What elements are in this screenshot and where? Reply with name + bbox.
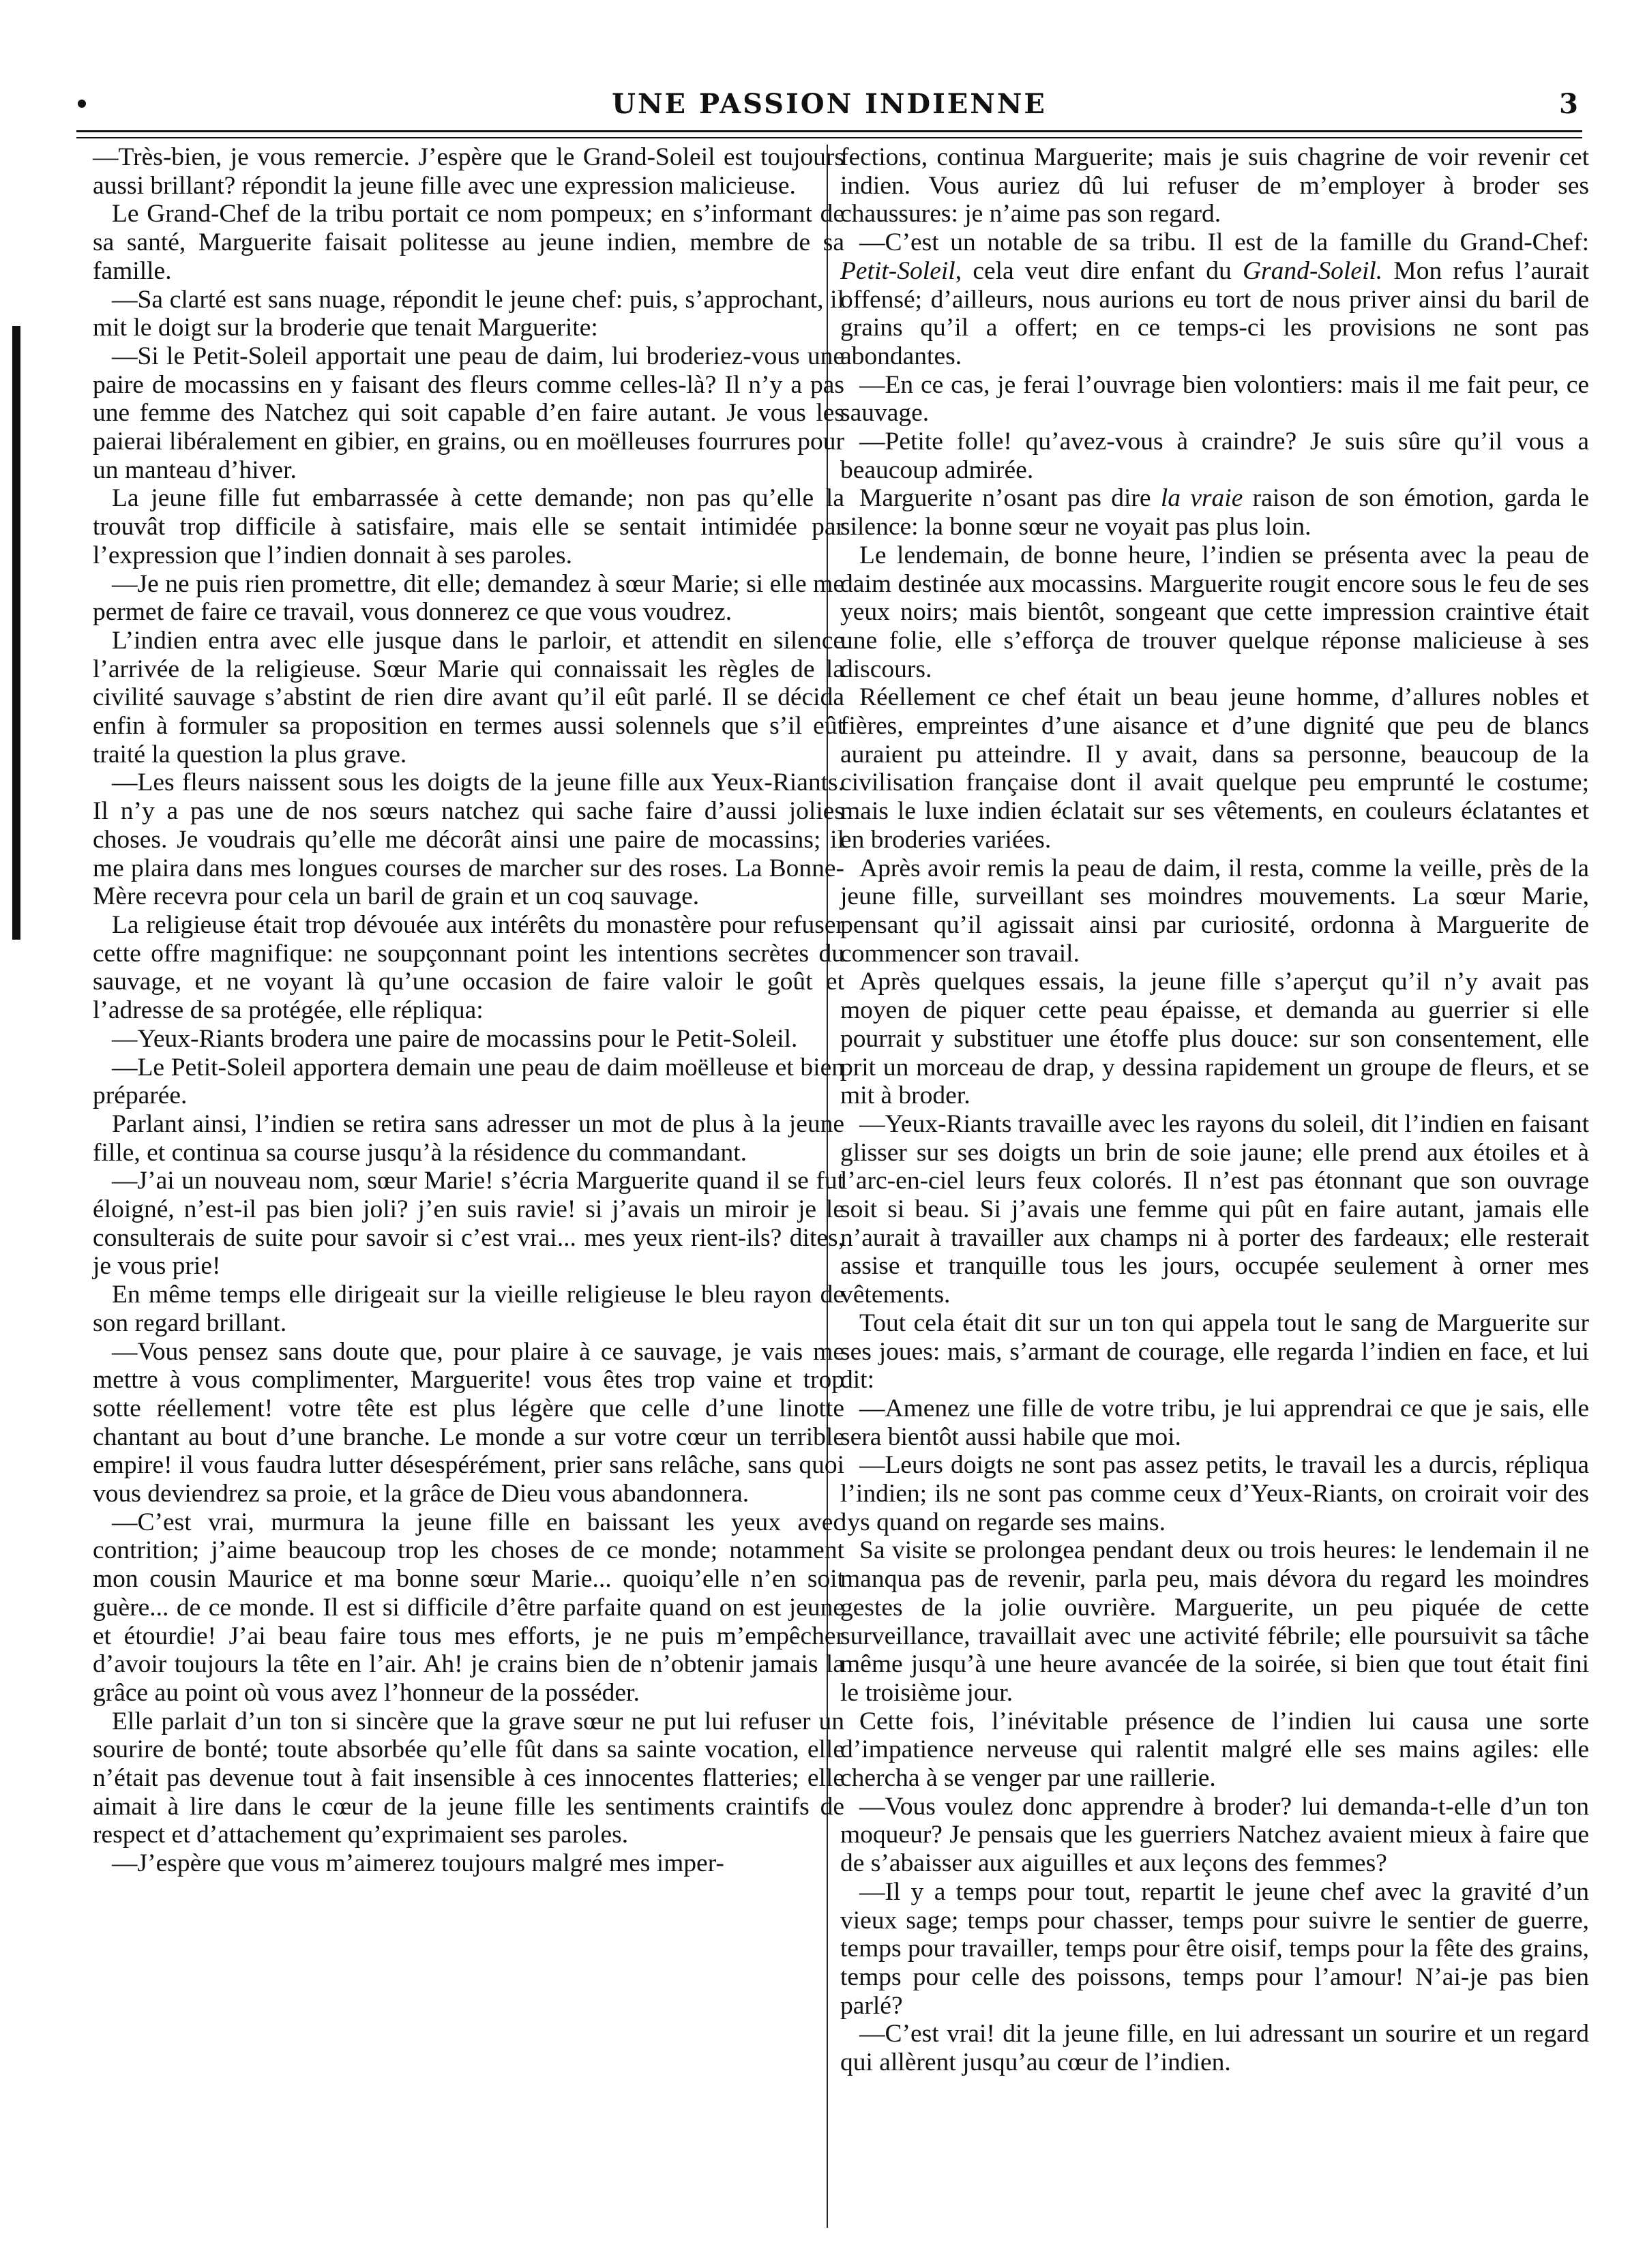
- paragraph: —C’est vrai, murmura la jeune fille en baissant les yeux avec contrition; j’aime beaucoup trop les choses de ce monde; notamment mon cousin Maurice et ma bonne sœur Marie... quoiqu’elle n’en soit guère... de ce monde. Il est si difficile d’être parfaite quand on est jeune et étourdie! J’ai beau faire tous mes efforts, je ne puis m’empêcher d’avoir toujours la tête en l’air. Ah! je crains bien de n’obtenir jamais la grâce au point où vous avez l’honneur de la posséder.: [93, 1508, 844, 1707]
- italic-run: la vraie: [1160, 484, 1243, 513]
- paragraph: —Leurs doigts ne sont pas assez petits, le travail les a durcis, répliqua l’indien; ils ne sont pas comme ceux d’Yeux-Riants, on croirait voir des lys quand on regarde ses mains.: [840, 1451, 1589, 1536]
- paragraph: Tout cela était dit sur un ton qui appela tout le sang de Marguerite sur ses joues: mais, s’armant de courage, elle regarda l’indien en face, et lui dit:: [840, 1309, 1589, 1394]
- paragraph: —Vous pensez sans doute que, pour plaire à ce sauvage, je vais me mettre à vous complimenter, Marguerite! vous êtes trop vaine et trop sotte réellement! votre tête est plus légère que celle d’une linotte chantant au bout d’une branche. Le monde a sur votre cœur un terrible empire! il vous faudra lutter désespérément, prier sans relâche, sans quoi vous deviendrez sa proie, et la grâce de Dieu vous abandonnera.: [93, 1337, 844, 1508]
- paragraph: Réellement ce chef était un beau jeune homme, d’allures nobles et fières, empreintes d’une aisance et d’une dignité que peu de blancs auraient pu atteindre. Il y avait, dans sa personne, beaucoup de la civilisation française dont il avait quelque peu emprunté le costume; mais le luxe indien éclatait sur ses vêtements, en couleurs éclatantes et en broderies variées.: [840, 683, 1589, 854]
- text-run: Marguerite n’osant pas dire: [859, 484, 1161, 513]
- header-rule: [76, 130, 1582, 132]
- paragraph: —Yeux-Riants travaille avec les rayons du soleil, dit l’indien en faisant glisser sur ses doigts un brin de soie jaune; elle prend aux étoiles et à l’arc-en-ciel leurs feux colorés. Il n’est pas étonnant que son ouvrage soit si beau. Si j’avais une femme qui pût en faire autant, jamais elle n’aurait à travailler aux champs ni à porter des fardeaux; elle resterait assise et tranquille tous les jours, occupée seulement à orner mes vêtements.: [840, 1109, 1589, 1309]
- paragraph: En même temps elle dirigeait sur la vieille religieuse le bleu rayon de son regard brillant.: [93, 1281, 844, 1337]
- paragraph: fections, continua Marguerite; mais je suis chagrine de voir revenir cet indien. Vous auriez dû lui refuser de m’employer à broder ses chaussures: je n’aime pas son regard.: [840, 143, 1589, 228]
- page-number: 3: [1559, 88, 1578, 120]
- paragraph: Elle parlait d’un ton si sincère que la grave sœur ne put lui refuser un sourire de bonté; toute absorbée qu’elle fût dans sa sainte vocation, elle n’était pas devenue tout à fait insensible à ces innocentes flatteries; elle aimait à lire dans le cœur de la jeune fille les sentiments craintifs de respect et d’attachement qu’exprimaient ses paroles.: [93, 1707, 844, 1849]
- paragraph: —Yeux-Riants brodera une paire de mocassins pour le Petit-Soleil.: [112, 1024, 798, 1053]
- paragraph: —Si le Petit-Soleil apportait une peau de daim, lui broderiez-vous une paire de mocassins en y faisant des fleurs comme celles-là? Il n’y a pas une femme des Natchez qui soit capable d’en faire autant. Je vous les paierai libéralement en gibier, en grains, ou en moëlleuses fourrures pour un manteau d’hiver.: [93, 342, 844, 484]
- paragraph: Après quelques essais, la jeune fille s’aperçut qu’il n’y avait pas moyen de piquer cette peau épaisse, et demanda au guerrier si elle pourrait y substituer une étoffe plus douce: sur son consentement, elle prit un morceau de drap, y dessina rapidement un groupe de fleurs, et se mit à broder.: [840, 968, 1589, 1110]
- paragraph: Cette fois, l’inévitable présence de l’indien lui causa une sorte d’impatience nerveuse qui ralentit malgré elle ses mains agiles: elle chercha à se venger par une raillerie.: [840, 1707, 1589, 1793]
- text-run: , cela veut dire enfant du: [955, 256, 1243, 285]
- paragraph: Sa visite se prolongea pendant deux ou trois heures: le lendemain il ne manqua pas de revenir, parla peu, mais dévora du regard les moindres gestes de la jolie ouvrière. Marguerite, un peu piquée de cette surveillance, travaillait avec une activité fébrile; elle poursuivit sa tâche même jusqu’à une heure avancée de la soirée, si bien que tout était fini le troisième jour.: [840, 1536, 1589, 1707]
- paragraph: Le Grand-Chef de la tribu portait ce nom pompeux; en s’informant de sa santé, Marguerite faisait politesse au jeune indien, membre de sa famille.: [93, 200, 844, 285]
- paragraph: Parlant ainsi, l’indien se retira sans adresser un mot de plus à la jeune fille, et continua sa course jusqu’à la résidence du commandant.: [93, 1109, 844, 1167]
- text-run: raison de son émotion, garda le silence: la bonne sœur ne voyait pas plus loin.: [840, 484, 1589, 541]
- paragraph: Après avoir remis la peau de daim, il resta, comme la veille, près de la jeune fille, surveillant ses moindres mouvements. La sœur Marie, pensant qu’il agissait ainsi par curiosité, ordonna à Marguerite de commencer son travail.: [840, 854, 1589, 968]
- scan-edge-mark: [12, 326, 20, 940]
- paragraph: —Je ne puis rien promettre, dit elle; demandez à sœur Marie; si elle me permet de faire ce travail, vous donnerez ce que vous voudrez.: [93, 569, 844, 627]
- italic-run: Petit-Soleil: [840, 256, 955, 285]
- right-column: [840, 143, 1589, 2077]
- left-column: [93, 143, 844, 1878]
- paragraph: La jeune fille fut embarrassée à cette demande; non pas qu’elle la trouvât trop difficile à satisfaire, mais elle se sentait intimidée par l’expression que l’indien donnait à ses paroles.: [93, 484, 844, 569]
- paragraph: —C’est vrai! dit la jeune fille, en lui adressant un sourire et un regard qui allèrent jusqu’au cœur de l’indien.: [840, 2020, 1589, 2077]
- text-run: —C’est un notable de sa tribu. Il est de la famille du Grand-Chef:: [859, 228, 1589, 257]
- paragraph: La religieuse était trop dévouée aux intérêts du monastère pour refuser cette offre magnifique: ne soupçonnant point les intentions secrètes du sauvage, et ne voyant là qu’une occasion de faire valoir le goût et l’adresse de sa protégée, elle répliqua:: [93, 910, 844, 1025]
- header-rule-thin: [76, 137, 1582, 138]
- paragraph: —Les fleurs naissent sous les doigts de la jeune fille aux Yeux-Riants. Il n’y a pas une de nos sœurs natchez qui sache faire d’aussi jolies choses. Je voudrais qu’elle me décorât ainsi une paire de mocassins; il me plaira dans mes longues courses de marcher sur des roses. La Bonne-Mère recevra pour cela un baril de grain et un coq sauvage.: [93, 769, 844, 911]
- italic-run: Grand-Soleil.: [1242, 256, 1383, 285]
- paragraph: [840, 228, 1589, 371]
- text-run: Mon refus l’aurait offensé; d’ailleurs, nous aurions eu tort de nous priver ainsi du baril de grains qu’il a offert; en ce temps-ci les provisions ne sont pas abondantes.: [840, 256, 1589, 370]
- page-header: [76, 87, 1582, 128]
- paragraph: —Le Petit-Soleil apportera demain une peau de daim moëlleuse et bien préparée.: [93, 1053, 844, 1110]
- paragraph: —Il y a temps pour tout, repartit le jeune chef avec la gravité d’un vieux sage; temps pour chasser, temps pour suivre le sentier de guerre, temps pour travailler, temps pour être oisif, temps pour la fête des grains, temps pour celle des poissons, temps pour l’amour! N’ai-je pas bien parlé?: [840, 1877, 1589, 2020]
- paragraph: L’indien entra avec elle jusque dans le parloir, et attendit en silence l’arrivée de la religieuse. Sœur Marie qui connaissait les règles de la civilité sauvage s’abstint de rien dire avant qu’il eût parlé. Il se décida enfin à formuler sa proposition en termes aussi solennels que s’il eût traité la question la plus grave.: [93, 626, 844, 769]
- paragraph: —Très-bien, je vous remercie. J’espère que le Grand-Soleil est toujours aussi brillant? répondit la jeune fille avec une expression malicieuse.: [93, 143, 844, 200]
- paragraph: —Vous voulez donc apprendre à broder? lui demanda-t-elle d’un ton moqueur? Je pensais que les guerriers Natchez avaient mieux à faire que de s’abaisser aux aiguilles et aux leçons des femmes?: [840, 1792, 1589, 1878]
- paragraph: Le lendemain, de bonne heure, l’indien se présenta avec la peau de daim destinée aux mocassins. Marguerite rougit encore sous le feu de ses yeux noirs; mais bientôt, songeant que cette impression craintive était une folie, elle s’efforça de trouver quelque réponse malicieuse à ses discours.: [840, 541, 1589, 683]
- paragraph: —J’ai un nouveau nom, sœur Marie! s’écria Marguerite quand il se fut éloigné, n’est-il pas bien joli? j’en suis ravie! si j’avais un miroir je le consulterais de suite pour savoir si c’est vrai... mes yeux rient-ils? dites, je vous prie!: [93, 1167, 844, 1281]
- paragraph: —Sa clarté est sans nuage, répondit le jeune chef: puis, s’approchant, il mit le doigt sur la broderie que tenait Marguerite:: [93, 285, 844, 342]
- paragraph: [840, 484, 1589, 541]
- paragraph: —En ce cas, je ferai l’ouvrage bien volontiers: mais il me fait peur, ce sauvage.: [840, 370, 1589, 428]
- running-title: UNE PASSION INDIENNE: [612, 88, 1047, 120]
- paragraph: —Amenez une fille de votre tribu, je lui apprendrai ce que je sais, elle sera bientôt aussi habile que moi.: [840, 1394, 1589, 1451]
- paragraph: —J’espère que vous m’aimerez toujours malgré mes imper-: [112, 1849, 724, 1878]
- paragraph: —Petite folle! qu’avez-vous à craindre? Je suis sûre qu’il vous a beaucoup admirée.: [840, 428, 1589, 484]
